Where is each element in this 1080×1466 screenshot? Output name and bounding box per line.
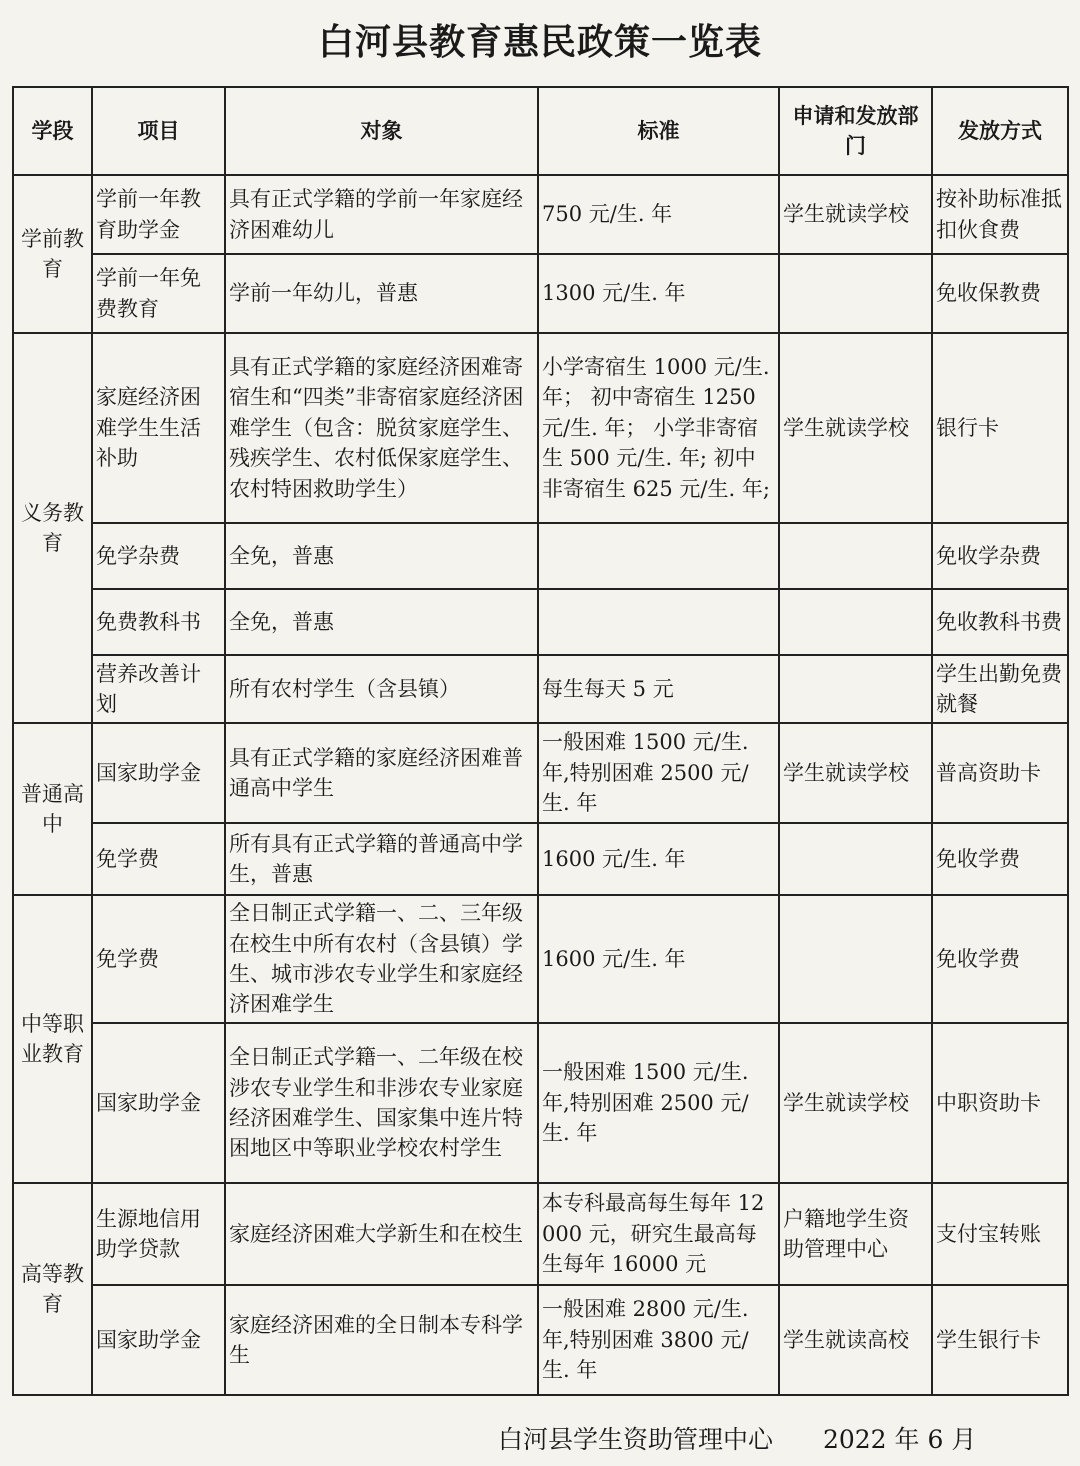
row-target: 全日制正式学籍一、二年级在校涉农专业学生和非涉农专业家庭经济困难学生、国家集中连片特困地区中等职业学校农村学生: [225, 1023, 538, 1183]
row-target: 具有正式学籍的家庭经济困难普通高中学生: [225, 723, 538, 823]
row-method: 学生银行卡: [932, 1285, 1068, 1395]
row-standard: 本专科最高每生每年 12000 元，研究生最高每生每年 16000 元: [538, 1183, 779, 1285]
row-target: 所有具有正式学籍的普通高中学生，普惠: [225, 823, 538, 895]
row-target: 具有正式学籍的家庭经济困难寄宿生和“四类”非寄宿家庭经济困难学生（包含：脱贫家庭学生、残疾学生、农村低保家庭学生、农村特困救助学生）: [225, 333, 538, 523]
header-standard: 标准: [538, 87, 779, 175]
table-row: [13, 1285, 1068, 1395]
footer-org: 白河县学生资助管理中心: [498, 1425, 774, 1454]
row-dept: 学生就读学校: [779, 175, 932, 254]
row-standard: [538, 523, 779, 589]
row-method: 中职资助卡: [932, 1023, 1068, 1183]
row-dept: [779, 589, 932, 655]
row-standard: 1600 元/生. 年: [538, 895, 779, 1023]
row-method: 学生出勤免费就餐: [932, 655, 1068, 723]
table-row: [13, 723, 1068, 823]
row-method: 支付宝转账: [932, 1183, 1068, 1285]
header-item: 项目: [92, 87, 225, 175]
row-item: 学前一年免费教育: [92, 254, 225, 333]
row-method: 普高资助卡: [932, 723, 1068, 823]
row-target: 全日制正式学籍一、二、三年级在校生中所有农村（含县镇）学生、城市涉农专业学生和家庭经济困难学生: [225, 895, 538, 1023]
row-target: 全免，普惠: [225, 589, 538, 655]
row-dept: 学生就读学校: [779, 723, 932, 823]
row-method: 免收学费: [932, 895, 1068, 1023]
stage-preschool: 学前教育: [13, 175, 92, 333]
row-target: 学前一年幼儿，普惠: [225, 254, 538, 333]
row-method: 银行卡: [932, 333, 1068, 523]
row-target: 全免，普惠: [225, 523, 538, 589]
table-row: [13, 1023, 1068, 1183]
table-row: [13, 1183, 1068, 1285]
header-dept: 申请和发放部门: [779, 87, 932, 175]
row-method: 免收教科书费: [932, 589, 1068, 655]
row-dept: [779, 254, 932, 333]
row-standard: 1600 元/生. 年: [538, 823, 779, 895]
row-target: 家庭经济困难的全日制本专科学生: [225, 1285, 538, 1395]
table-row: [13, 589, 1068, 655]
row-method: 免收保教费: [932, 254, 1068, 333]
table-row: [13, 895, 1068, 1023]
row-dept: 学生就读高校: [779, 1285, 932, 1395]
stage-vocational: 中等职业教育: [13, 895, 92, 1183]
row-method: 按补助标准抵扣伙食费: [932, 175, 1068, 254]
stage-compulsory: 义务教育: [13, 333, 92, 723]
row-item: 学前一年教育助学金: [92, 175, 225, 254]
table-row: [13, 254, 1068, 333]
row-item: 免学费: [92, 895, 225, 1023]
page-title: 白河县教育惠民政策一览表: [317, 22, 762, 63]
row-item: 生源地信用助学贷款: [92, 1183, 225, 1285]
row-dept: [779, 823, 932, 895]
table-row: [13, 523, 1068, 589]
footer-date: 2022 年 6 月: [822, 1425, 977, 1454]
row-dept: 户籍地学生资助管理中心: [779, 1183, 932, 1285]
row-standard: 一般困难 1500 元/生. 年,特别困难 2500 元/生. 年: [538, 1023, 779, 1183]
row-method: 免收学杂费: [932, 523, 1068, 589]
table-row: [13, 823, 1068, 895]
row-standard: 小学寄宿生 1000 元/生. 年； 初中寄宿生 1250 元/生. 年； 小学非寄宿生 500 元/生. 年; 初中非寄宿生 625 元/生. 年;: [538, 333, 779, 523]
row-standard: 一般困难 2800 元/生. 年,特别困难 3800 元/生. 年: [538, 1285, 779, 1395]
row-standard: 一般困难 1500 元/生. 年,特别困难 2500 元/生. 年: [538, 723, 779, 823]
header-stage: 学段: [13, 87, 92, 175]
row-item: 免学杂费: [92, 523, 225, 589]
row-item: 国家助学金: [92, 1023, 225, 1183]
stage-highschool: 普通高中: [13, 723, 92, 895]
row-dept: 学生就读学校: [779, 1023, 932, 1183]
row-dept: 学生就读学校: [779, 333, 932, 523]
header-row: [13, 87, 1068, 175]
row-item: 免费教科书: [92, 589, 225, 655]
table-row: [13, 655, 1068, 723]
table-row: [13, 175, 1068, 254]
row-item: 国家助学金: [92, 1285, 225, 1395]
row-item: 家庭经济困难学生生活补助: [92, 333, 225, 523]
row-item: 营养改善计划: [92, 655, 225, 723]
table-row: [13, 333, 1068, 523]
header-method: 发放方式: [932, 87, 1068, 175]
row-target: 所有农村学生（含县镇）: [225, 655, 538, 723]
row-dept: [779, 523, 932, 589]
row-standard: 750 元/生. 年: [538, 175, 779, 254]
row-standard: [538, 589, 779, 655]
row-target: 具有正式学籍的学前一年家庭经济困难幼儿: [225, 175, 538, 254]
row-item: 免学费: [92, 823, 225, 895]
row-dept: [779, 655, 932, 723]
row-dept: [779, 895, 932, 1023]
header-target: 对象: [225, 87, 538, 175]
row-item: 国家助学金: [92, 723, 225, 823]
row-standard: 1300 元/生. 年: [538, 254, 779, 333]
policy-table: [12, 86, 1069, 1396]
row-method: 免收学费: [932, 823, 1068, 895]
stage-higher: 高等教育: [13, 1183, 92, 1395]
row-standard: 每生每天 5 元: [538, 655, 779, 723]
row-target: 家庭经济困难大学新生和在校生: [225, 1183, 538, 1285]
footer: [498, 1420, 976, 1456]
